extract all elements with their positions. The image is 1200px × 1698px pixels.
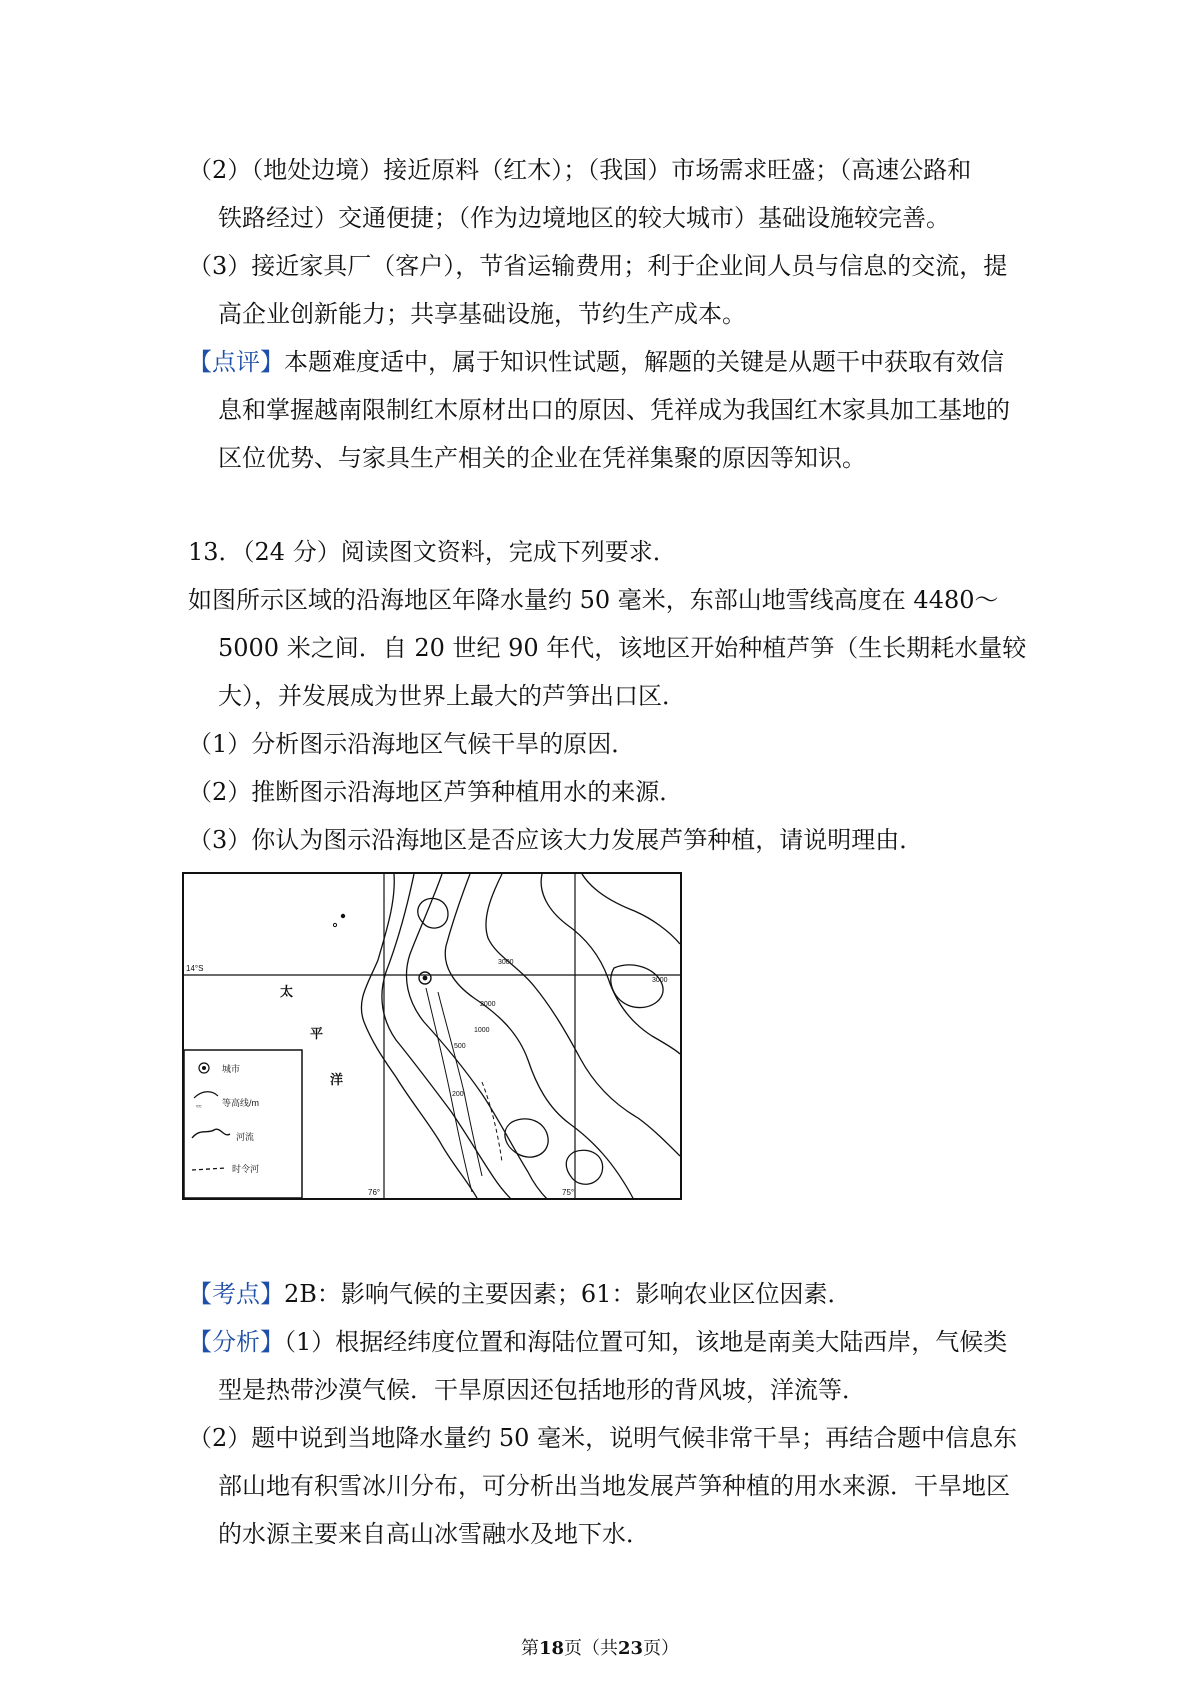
footer-suffix: 页）	[643, 1638, 680, 1659]
contour-map	[182, 872, 682, 1200]
answer-3-line-2: 高企业创新能力；共享基础设施，节约生产成本。	[218, 300, 746, 328]
longitude-label-left: 76°	[368, 1188, 381, 1197]
review-line-2: 息和掌握越南限制红木原材出口的原因、凭祥成为我国红木家具加工基地的	[218, 396, 1010, 424]
answer-3-line-1: （3）接近家具厂（客户），节省运输费用；利于企业间人员与信息的交流，提	[188, 252, 1008, 280]
analysis-2-line-3: 的水源主要来自高山冰雪融水及地下水．	[218, 1520, 650, 1548]
contour-label: 3000	[652, 977, 668, 984]
legend-city-label: 城市	[222, 1064, 241, 1074]
review-text: 本题难度适中，属于知识性试题，解题的关键是从题干中获取有效信	[284, 348, 1004, 376]
legend-contour-ticks: ≈≈	[196, 1104, 202, 1110]
answer-2-line-1: （2）（地处边境）接近原料（红木）；（我国）市场需求旺盛；（高速公路和	[188, 156, 972, 184]
island	[341, 914, 345, 918]
page-number: 18	[538, 1638, 564, 1659]
fenxi-line-2: 型是热带沙漠气候．干旱原因还包括地形的背风坡，洋流等．	[218, 1376, 866, 1404]
review-tag: 【点评】	[188, 348, 284, 376]
kaodian-text: 2B：影响气候的主要因素；61：影响农业区位因素．	[284, 1280, 852, 1308]
footer-prefix: 第	[520, 1638, 539, 1659]
contour-label: 3000	[498, 959, 514, 966]
fenxi-tag: 【分析】	[188, 1328, 284, 1356]
contour-label: 200	[452, 1091, 464, 1098]
analysis-2-line-1: （2）题中说到当地降水量约 50 毫米，说明气候非常干旱；再结合题中信息东	[188, 1424, 1018, 1452]
analysis-2-line-2: 部山地有积雪冰川分布，可分析出当地发展芦笋种植的用水来源．干旱地区	[218, 1472, 1010, 1500]
review-line-3: 区位优势、与家具生产相关的企业在凭祥集聚的原因等知识。	[218, 444, 866, 472]
question-13-sub-1: （1）分析图示沿海地区气候干旱的原因．	[188, 730, 636, 758]
question-13-header: 13．（24 分）阅读图文资料，完成下列要求．	[188, 538, 677, 566]
fenxi-text: （1）根据经纬度位置和海陆位置可知，该地是南美大陆西岸，气候类	[284, 1328, 1008, 1356]
legend-river-label: 河流	[236, 1132, 255, 1142]
ocean-label-char-3: 洋	[330, 1073, 344, 1088]
legend-seasonal-river-label: 时令河	[232, 1164, 260, 1174]
answer-2-line-2: 铁路经过）交通便捷；（作为边境地区的较大城市）基础设施较完善。	[218, 204, 950, 232]
question-13-sub-2: （2）推断图示沿海地区芦笋种植用水的来源．	[188, 778, 684, 806]
footer-middle: 页（共	[564, 1638, 618, 1659]
question-13-sub-3: （3）你认为图示沿海地区是否应该大力发展芦笋种植，请说明理由．	[188, 826, 924, 854]
ocean-label-char-1: 太	[280, 985, 294, 1000]
longitude-label-right: 75°	[562, 1188, 575, 1197]
contour-label: 500	[454, 1043, 466, 1050]
legend-city-icon-dot	[202, 1066, 206, 1070]
review-line-1	[188, 346, 1004, 378]
total-pages: 23	[618, 1638, 644, 1659]
city-marker-dot	[423, 976, 428, 981]
fenxi-line-1	[188, 1326, 1007, 1358]
question-13-intro-line-2: 5000 米之间．自 20 世纪 90 年代，该地区开始种植芦笋（生长期耗水量较	[218, 634, 1027, 662]
ocean-label-char-2: 平	[310, 1027, 324, 1042]
contour-label: 1000	[474, 1027, 490, 1034]
map-legend	[184, 1050, 302, 1198]
kaodian-line	[188, 1278, 851, 1310]
question-13-intro-line-3: 大），并发展成为世界上最大的芦笋出口区．	[218, 682, 686, 710]
legend-contour-label: 等高线/m	[222, 1098, 259, 1108]
page-footer	[0, 1638, 1200, 1660]
contour-label: 2000	[480, 1001, 496, 1008]
question-13-intro-line-1: 如图所示区域的沿海地区年降水量约 50 毫米，东部山地雪线高度在 4480～	[188, 586, 999, 614]
latitude-label: 14°S	[186, 964, 204, 973]
kaodian-tag: 【考点】	[188, 1280, 284, 1308]
